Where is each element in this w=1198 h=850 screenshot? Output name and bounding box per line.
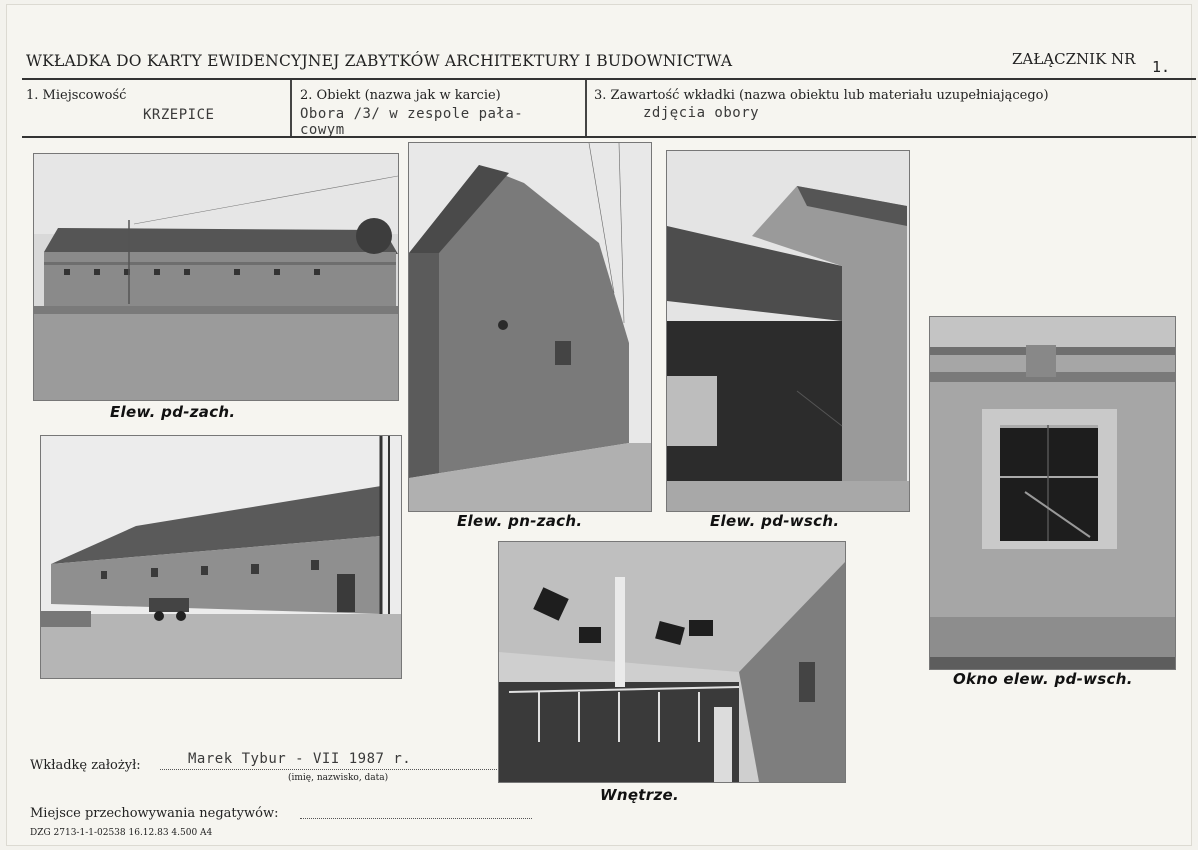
caption-photo3: Elew. pn-zach. <box>457 512 583 530</box>
founded-label: Wkładkę założył: <box>30 758 141 773</box>
object-value-line1: Obora /3/ w zespole pała- <box>300 106 524 122</box>
founded-value: Marek Tybur - VII 1987 r. <box>188 751 412 767</box>
caption-photo1: Elew. pd-zach. <box>110 403 236 421</box>
negatives-dotline <box>300 818 532 819</box>
founded-dotline <box>160 769 497 770</box>
locality-label: 1. Miejscowość <box>26 88 127 103</box>
photo-barn-sw-elevation <box>33 153 399 401</box>
photo-barn-sw-elevation-2 <box>40 435 402 679</box>
print-code: DZG 2713-1-1-02538 16.12.83 4.500 A4 <box>30 828 213 838</box>
field-divider-1 <box>290 80 292 136</box>
contents-label: 3. Zawartość wkładki (nazwa obiektu lub materiału uzupełniającego) <box>594 88 1049 103</box>
locality-value: KRZEPICE <box>143 107 215 123</box>
annex-label: ZAŁĄCZNIK NR <box>1012 50 1136 68</box>
object-label: 2. Obiekt (nazwa jak w karcie) <box>300 88 501 103</box>
photo-barn-nw-elevation <box>408 142 652 512</box>
annex-number: 1. <box>1152 58 1171 76</box>
header-rule-bottom <box>22 136 1196 138</box>
form-title: WKŁADKA DO KARTY EWIDENCYJNEJ ZABYTKÓW ARCHITEKTURY I BUDOWNICTWA <box>26 52 733 70</box>
caption-photo5: Wnętrze. <box>600 786 679 804</box>
object-value-line2: cowym <box>300 122 345 138</box>
header-rule-top <box>22 78 1196 80</box>
caption-photo6: Okno elew. pd-wsch. <box>953 670 1133 688</box>
photo-barn-window <box>929 316 1176 670</box>
founded-hint: (imię, nazwisko, data) <box>288 773 389 783</box>
field-divider-2 <box>585 80 587 136</box>
caption-photo4: Elew. pd-wsch. <box>710 512 840 530</box>
photo-barn-se-elevation <box>666 150 910 512</box>
contents-value: zdjęcia obory <box>643 105 760 121</box>
negatives-label: Miejsce przechowywania negatywów: <box>30 806 279 821</box>
photo-barn-interior <box>498 541 846 783</box>
